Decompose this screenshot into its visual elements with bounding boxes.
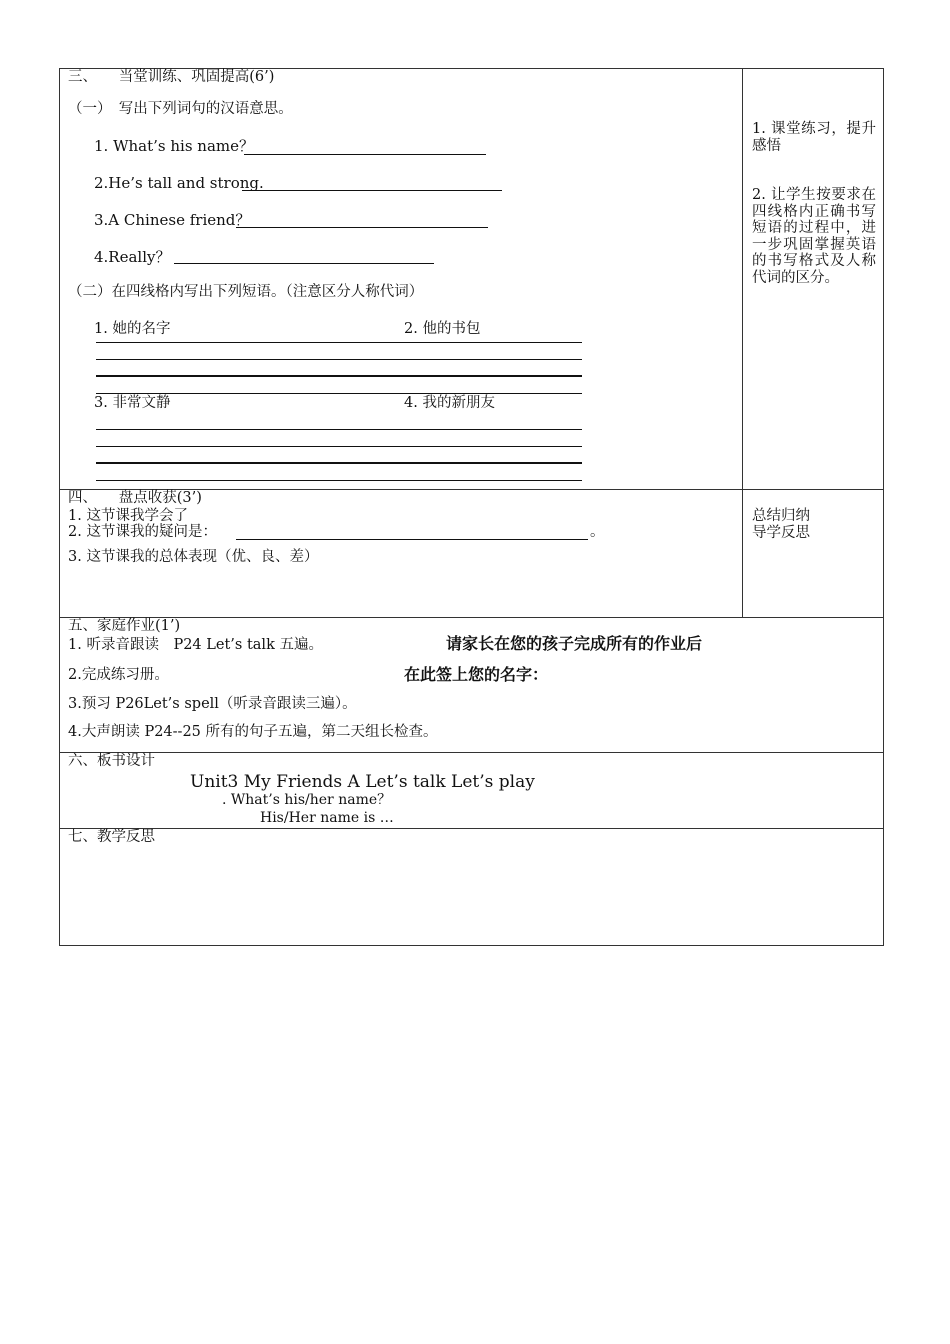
board-line-2: His/Her name is … (260, 810, 394, 826)
lesson-plan-document (59, 68, 884, 946)
side-note-1: 1. 课堂练习，提升感悟 (752, 121, 876, 154)
four-line-grid-1-line-1[interactable] (96, 342, 582, 343)
homework-item-3: 3.预习 P26Let’s spell（听录音跟读三遍）。 (68, 696, 357, 712)
four-line-grid-2-line-1[interactable] (96, 429, 582, 430)
section-reflection (59, 828, 884, 946)
board-title: Unit3 My Friends A Let’s talk Let’s play (190, 772, 535, 792)
column-divider (742, 490, 743, 617)
answer-line-2[interactable] (242, 190, 502, 191)
section-homework (59, 617, 884, 753)
parent-note-line-1: 请家长在您的孩子完成所有的作业后 (446, 634, 703, 653)
board-line-1: . What’s his/her name？ (222, 792, 392, 808)
four-line-grid-2-line-2[interactable] (96, 446, 582, 447)
answer-line-4[interactable] (174, 263, 434, 264)
part2-item-1: 1. 她的名字 (94, 321, 171, 337)
section-practice (59, 68, 884, 490)
summary-side-note-1: 总结归纳 (752, 508, 810, 524)
section-homework-heading: 五、家庭作业(1’) (68, 618, 181, 634)
four-line-grid-2-line-3[interactable] (96, 462, 582, 464)
summary-line-end: 。 (590, 524, 605, 540)
section-board-heading: 六、板书设计 (68, 753, 155, 769)
four-line-grid-2-line-4[interactable] (96, 480, 582, 481)
section-board-design (59, 752, 884, 829)
parent-note-line-2: 在此签上您的名字： (404, 665, 549, 684)
section-summary-heading: 四、 盘点收获(3’) (68, 490, 202, 506)
part2-item-2: 2. 他的书包 (404, 321, 481, 337)
part1-item-2: 2.He’s tall and strong. (94, 174, 264, 192)
summary-item-2: 2. 这节课我的疑问是： (68, 524, 217, 540)
section-summary (59, 489, 884, 618)
summary-item-3: 3. 这节课我的总体表现（优、良、差） (68, 549, 319, 565)
part1-title: （一） 写出下列词句的汉语意思。 (68, 101, 293, 117)
question-answer-line[interactable] (236, 539, 588, 540)
part2-title: （二）在四线格内写出下列短语。（注意区分人称代词） (68, 284, 424, 300)
summary-side-note-2: 导学反思 (752, 525, 810, 541)
four-line-grid-1-line-2[interactable] (96, 359, 582, 360)
section-reflection-heading: 七、教学反思 (68, 829, 155, 845)
part2-item-4: 4. 我的新朋友 (404, 395, 495, 411)
part1-item-1: 1. What’s his name？ (94, 137, 254, 155)
part1-item-4: 4.Really？ (94, 248, 171, 266)
four-line-grid-1-line-4[interactable] (96, 393, 582, 394)
homework-item-2: 2.完成练习册。 (68, 667, 169, 683)
column-divider (742, 69, 743, 489)
part2-item-3: 3. 非常文静 (94, 395, 171, 411)
homework-item-1: 1. 听录音跟读 P24 Let’s talk 五遍。 (68, 637, 323, 653)
side-note-2: 2. 让学生按要求在四线格内正确书写短语的过程中，进一步巩固掌握英语的书写格式及人称代词的区分。 (752, 187, 876, 286)
part1-item-3: 3.A Chinese friend？ (94, 211, 251, 229)
summary-item-1: 1. 这节课我学会了 (68, 508, 188, 524)
answer-line-3[interactable] (236, 227, 488, 228)
homework-item-4: 4.大声朗读 P24--25 所有的句子五遍，第二天组长检查。 (68, 724, 438, 740)
section-practice-heading: 三、 当堂训练、巩固提高(6’) (68, 69, 275, 85)
four-line-grid-1-line-3[interactable] (96, 375, 582, 377)
answer-line-1[interactable] (244, 154, 486, 155)
